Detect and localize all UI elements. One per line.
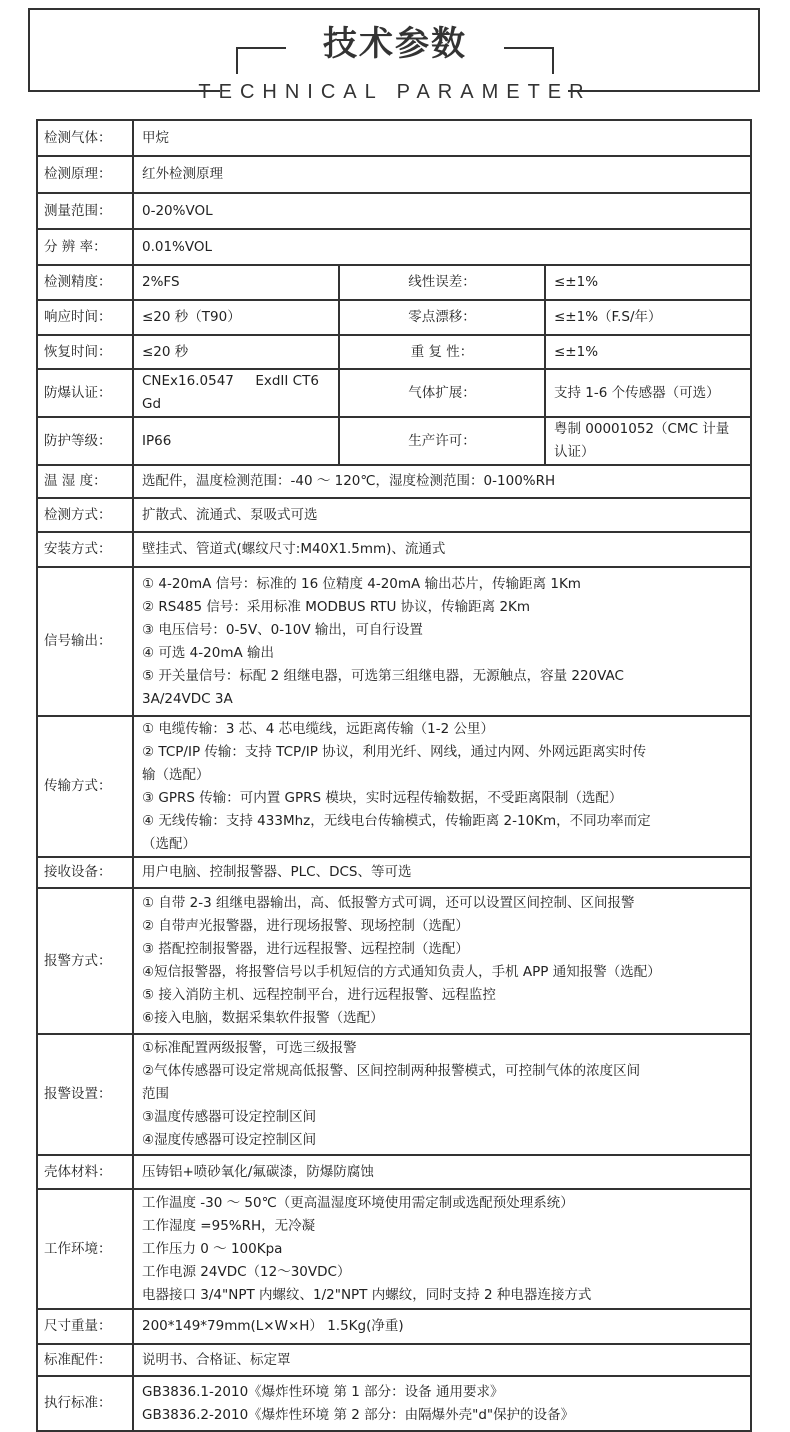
row-label: 防爆认证：: [37, 369, 133, 417]
value-line: 工作压力 0 ～ 100Kpa: [142, 1240, 283, 1257]
row-value: [133, 1189, 751, 1309]
value-line: ②气体传感器可设定常规高低报警、区间控制两种报警模式，可控制气体的浓度区间: [142, 1063, 641, 1079]
table-row: [37, 300, 751, 335]
row-label: 传输方式：: [37, 716, 133, 857]
value-line: ①标准配置两级报警，可选三级报警: [142, 1040, 357, 1056]
row-value: [133, 193, 751, 229]
row-label: 执行标准：: [37, 1376, 133, 1431]
value-line: 电器接口 3/4"NPT 内螺纹、1/2"NPT 内螺纹，同时支持 2 种电器连接方式: [142, 1286, 592, 1303]
table-row: [37, 229, 751, 265]
value-line: 用户电脑、控制报警器、PLC、DCS、等可选: [142, 864, 412, 880]
table-row: [37, 567, 751, 716]
value-line: ≤20 秒: [142, 343, 189, 360]
table-row: [37, 1309, 751, 1344]
value-line: 200*149*79mm(L×W×H） 1.5Kg(净重): [142, 1318, 404, 1334]
table-row: [37, 369, 751, 417]
table-row: [37, 1155, 751, 1189]
value-line: 范围: [142, 1086, 169, 1102]
row-value: [133, 229, 751, 265]
row-label: 防护等级：: [37, 417, 133, 465]
table-row: [37, 335, 751, 369]
row-value: [133, 1309, 751, 1344]
row-label: 安装方式：: [37, 532, 133, 567]
table-row: [37, 716, 751, 857]
table-row: [37, 498, 751, 532]
row-value: [133, 156, 751, 193]
value-line: （选配）: [142, 835, 196, 852]
value-line: 2%FS: [142, 274, 180, 290]
row-value: [133, 265, 339, 300]
row-label: 接收设备：: [37, 857, 133, 888]
row-value: [133, 532, 751, 567]
value-line: CNEx16.0547 ExdII CT6 Gd: [142, 373, 324, 412]
value-line: ④ 可选 4-20mA 输出: [142, 644, 275, 661]
row-value-2: ≤±1%（F.S/年）: [545, 300, 751, 335]
row-label: 检测原理：: [37, 156, 133, 193]
row-value: [133, 857, 751, 888]
row-value: [133, 300, 339, 335]
row-value: [133, 567, 751, 716]
value-line: 工作电源 24VDC（12～30VDC）: [142, 1263, 351, 1280]
row-label-2: 零点漂移：: [339, 300, 545, 335]
value-line: ≤20 秒（T90）: [142, 309, 241, 325]
value-line: ④短信报警器，将报警信号以手机短信的方式通知负责人，手机 APP 通知报警（选配）: [142, 964, 661, 980]
row-label: 温 湿 度：: [37, 465, 133, 498]
frame-top: [28, 8, 760, 10]
value-line: 3A/24VDC 3A: [142, 690, 233, 707]
row-label: 壳体材料：: [37, 1155, 133, 1189]
table-row: [37, 888, 751, 1034]
row-label-2: 重 复 性：: [339, 335, 545, 369]
value-line: ② TCP/IP 传输：支持 TCP/IP 协议，利用光纤、网线，通过内网、外网远距离实时传: [142, 743, 647, 760]
table-row: [37, 532, 751, 567]
row-label: 尺寸重量：: [37, 1309, 133, 1344]
value-line: 壁挂式、管道式(螺纹尺寸:M40X1.5mm)、流通式: [142, 541, 446, 557]
row-label-2: 气体扩展：: [339, 369, 545, 417]
row-value: [133, 716, 751, 857]
value-line: 0-20%VOL: [142, 202, 213, 219]
row-value-2: ≤±1%: [545, 265, 751, 300]
row-value: [133, 1344, 751, 1376]
row-value-2: ≤±1%: [545, 335, 751, 369]
value-line: 甲烷: [142, 129, 169, 146]
value-line: ③ 电压信号：0-5V、0-10V 输出，可自行设置: [142, 621, 423, 638]
row-label: 信号输出：: [37, 567, 133, 716]
value-line: 输（选配）: [142, 766, 210, 783]
row-label: 检测气体：: [37, 120, 133, 156]
table-row: [37, 417, 751, 465]
row-value: [133, 1155, 751, 1189]
row-label: 分 辨 率：: [37, 229, 133, 265]
row-value: [133, 335, 339, 369]
table-row: [37, 156, 751, 193]
value-line: GB3836.2-2010《爆炸性环境 第 2 部分：由隔爆外壳"d"保护的设备》: [142, 1406, 575, 1423]
row-value: [133, 1034, 751, 1155]
table-row: [37, 1344, 751, 1376]
value-line: IP66: [142, 432, 172, 449]
row-label: 工作环境：: [37, 1189, 133, 1309]
value-line: ① 自带 2-3 组继电器输出，高、低报警方式可调，还可以设置区间控制、区间报警: [142, 895, 635, 911]
value-line: ① 电缆传输：3 芯、4 芯电缆线，远距离传输（1-2 公里）: [142, 720, 494, 737]
row-label: 测量范围：: [37, 193, 133, 229]
row-label: 标准配件：: [37, 1344, 133, 1376]
row-value: [133, 498, 751, 532]
row-label-2: 生产许可：: [339, 417, 545, 465]
page-subtitle: TECHNICAL PARAMETER: [198, 81, 592, 103]
table-row: [37, 265, 751, 300]
row-value: [133, 369, 339, 417]
value-line: ① 4-20mA 信号：标准的 16 位精度 4-20mA 输出芯片，传输距离 1Km: [142, 575, 581, 592]
row-label: 检测方式：: [37, 498, 133, 532]
value-line: 0.01%VOL: [142, 238, 213, 255]
value-line: ③ 搭配控制报警器，进行远程报警、远程控制（选配）: [142, 941, 469, 957]
table-row: [37, 1376, 751, 1431]
value-line: 压铸铝+喷砂氧化/氟碳漆，防爆防腐蚀: [142, 1163, 374, 1180]
row-value: [133, 888, 751, 1034]
parameter-table: [36, 119, 752, 1432]
value-line: ⑤ 开关量信号：标配 2 组继电器，可选第三组继电器，无源触点，容量 220VAC: [142, 667, 624, 684]
row-label: 检测精度：: [37, 265, 133, 300]
row-label: 恢复时间：: [37, 335, 133, 369]
value-line: GB3836.1-2010《爆炸性环境 第 1 部分：设备 通用要求》: [142, 1383, 504, 1400]
value-line: ③温度传感器可设定控制区间: [142, 1109, 317, 1125]
row-value: [133, 417, 339, 465]
row-value-2: 支持 1-6 个传感器（可选）: [545, 369, 751, 417]
value-line: ② 自带声光报警器，进行现场报警、现场控制（选配）: [142, 918, 469, 934]
row-value-2: 粤制 00001052（CMC 计量认证）: [545, 417, 751, 465]
row-value: [133, 120, 751, 156]
value-line: 扩散式、流通式、泵吸式可选: [142, 506, 318, 523]
value-line: 选配件，温度检测范围：-40 ～ 120℃，湿度检测范围：0-100%RH: [142, 473, 556, 489]
value-line: ⑤ 接入消防主机、远程控制平台，进行远程报警、远程监控: [142, 987, 496, 1003]
value-line: 工作湿度 =95%RH，无冷凝: [142, 1217, 316, 1234]
row-label: 报警设置：: [37, 1034, 133, 1155]
row-value: [133, 1376, 751, 1431]
value-line: 说明书、合格证、标定罩: [142, 1351, 291, 1368]
value-line: ④湿度传感器可设定控制区间: [142, 1132, 317, 1148]
table-row: [37, 857, 751, 888]
value-line: ⑥接入电脑，数据采集软件报警（选配）: [142, 1010, 384, 1026]
table-row: [37, 120, 751, 156]
row-value: [133, 465, 751, 498]
row-label: 报警方式：: [37, 888, 133, 1034]
table-row: [37, 1189, 751, 1309]
value-line: ② RS485 信号：采用标准 MODBUS RTU 协议，传输距离 2Km: [142, 598, 531, 615]
row-label-2: 线性误差：: [339, 265, 545, 300]
table-row: [37, 193, 751, 229]
row-label: 响应时间：: [37, 300, 133, 335]
table-row: [37, 1034, 751, 1155]
value-line: ③ GPRS 传输：可内置 GPRS 模块，实时远程传输数据，不受距离限制（选配）: [142, 789, 623, 806]
page-title: 技术参数: [323, 24, 467, 64]
value-line: ④ 无线传输：支持 433Mhz，无线电台传输模式，传输距离 2-10Km，不同功率而定: [142, 812, 651, 829]
value-line: 红外检测原理: [142, 166, 223, 182]
value-line: 工作温度 -30 ～ 50℃（更高温湿度环境使用需定制或选配预处理系统）: [142, 1194, 574, 1211]
table-row: [37, 465, 751, 498]
